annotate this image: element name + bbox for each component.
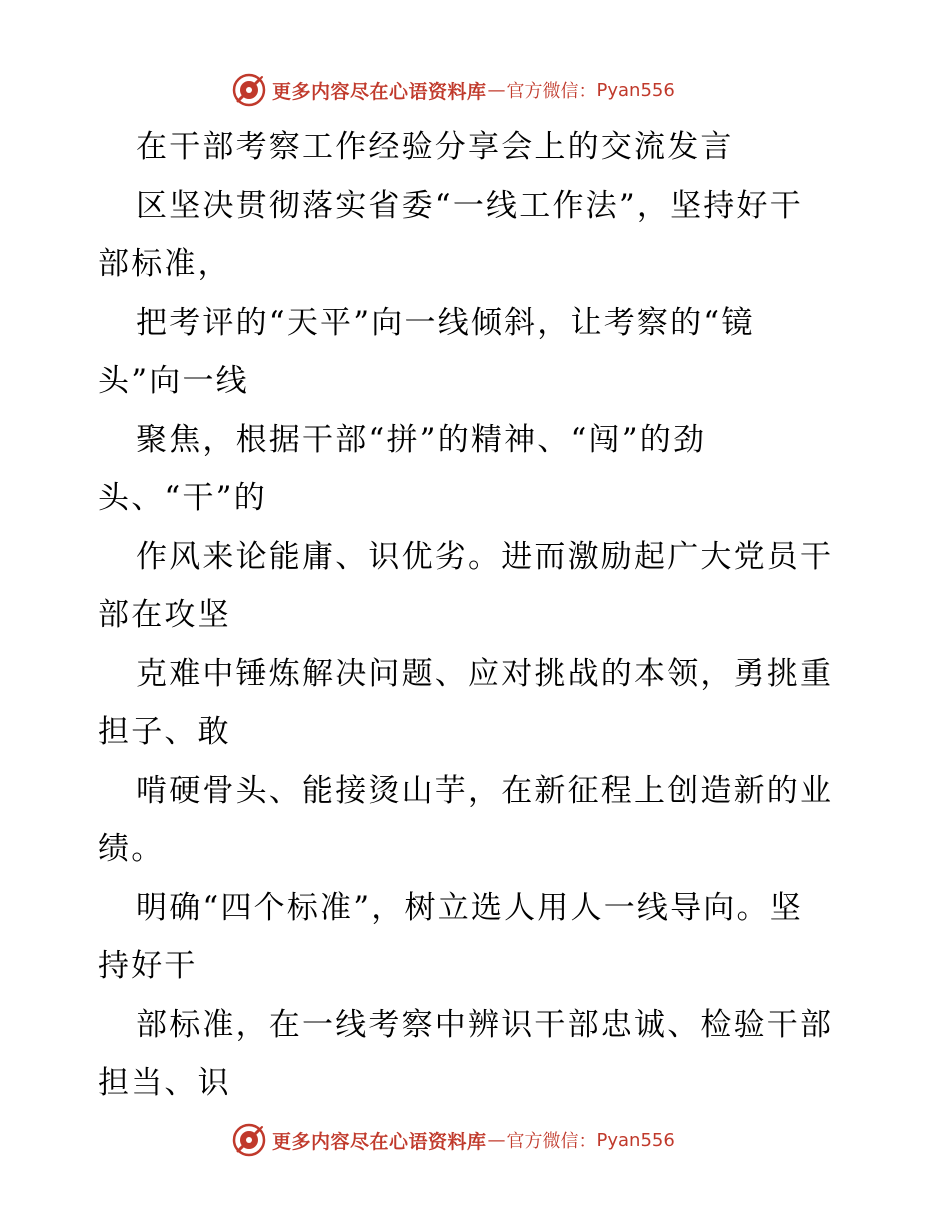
banner-brand-text: 更多内容尽在心语资料库: [272, 80, 487, 103]
paragraph-line: 啃硬骨头、能接烫山芋，在新征程上创造新的业: [136, 773, 834, 809]
paragraph-line: 聚焦，根据干部“拼”的精神、“闯”的劲: [136, 422, 707, 458]
banner-wechat-label: 官方微信：: [506, 1131, 597, 1152]
paragraph-line: 部标准，在一线考察中辨识干部忠诚、检验干部: [136, 1007, 834, 1043]
banner-wechat-label: 官方微信：: [506, 81, 597, 102]
paragraph-line: 担当、识: [98, 1065, 231, 1101]
paragraph-line: 绩。: [98, 831, 165, 867]
paragraph-line: 头、“干”的: [98, 480, 267, 516]
paragraph-line: 作风来论能庸、识优劣。进而激励起广大党员干: [136, 539, 834, 575]
pen-nib-logo-icon: [232, 73, 266, 107]
banner-wechat-id: Pyan556: [596, 1129, 675, 1151]
banner-separator: —: [487, 1129, 506, 1151]
paragraph-line: 部标准，: [98, 246, 231, 282]
document-title: 在干部考察工作经验分享会上的交流发言: [136, 129, 734, 165]
paragraph-line: 担子、敢: [98, 714, 231, 750]
paragraph-line: 把考评的“天平”向一线倾斜，让考察的“镜: [136, 305, 755, 341]
banner-brand-text: 更多内容尽在心语资料库: [272, 1130, 487, 1153]
footer-banner: [232, 1122, 675, 1158]
paragraph-line: 部在攻坚: [98, 597, 231, 633]
banner-separator: —: [487, 79, 506, 101]
paragraph-line: 头”向一线: [98, 363, 249, 399]
paragraph-line: 持好干: [98, 948, 198, 984]
paragraph-line: 区坚决贯彻落实省委“一线工作法”，坚持好干: [136, 188, 803, 224]
paragraph-line: 明确“四个标准”，树立选人用人一线导向。坚: [136, 890, 803, 926]
banner-wechat-id: Pyan556: [596, 79, 675, 101]
pen-nib-logo-icon: [232, 1123, 266, 1157]
paragraph-line: 克难中锤炼解决问题、应对挑战的本领，勇挑重: [136, 656, 834, 692]
header-banner: [232, 72, 675, 108]
